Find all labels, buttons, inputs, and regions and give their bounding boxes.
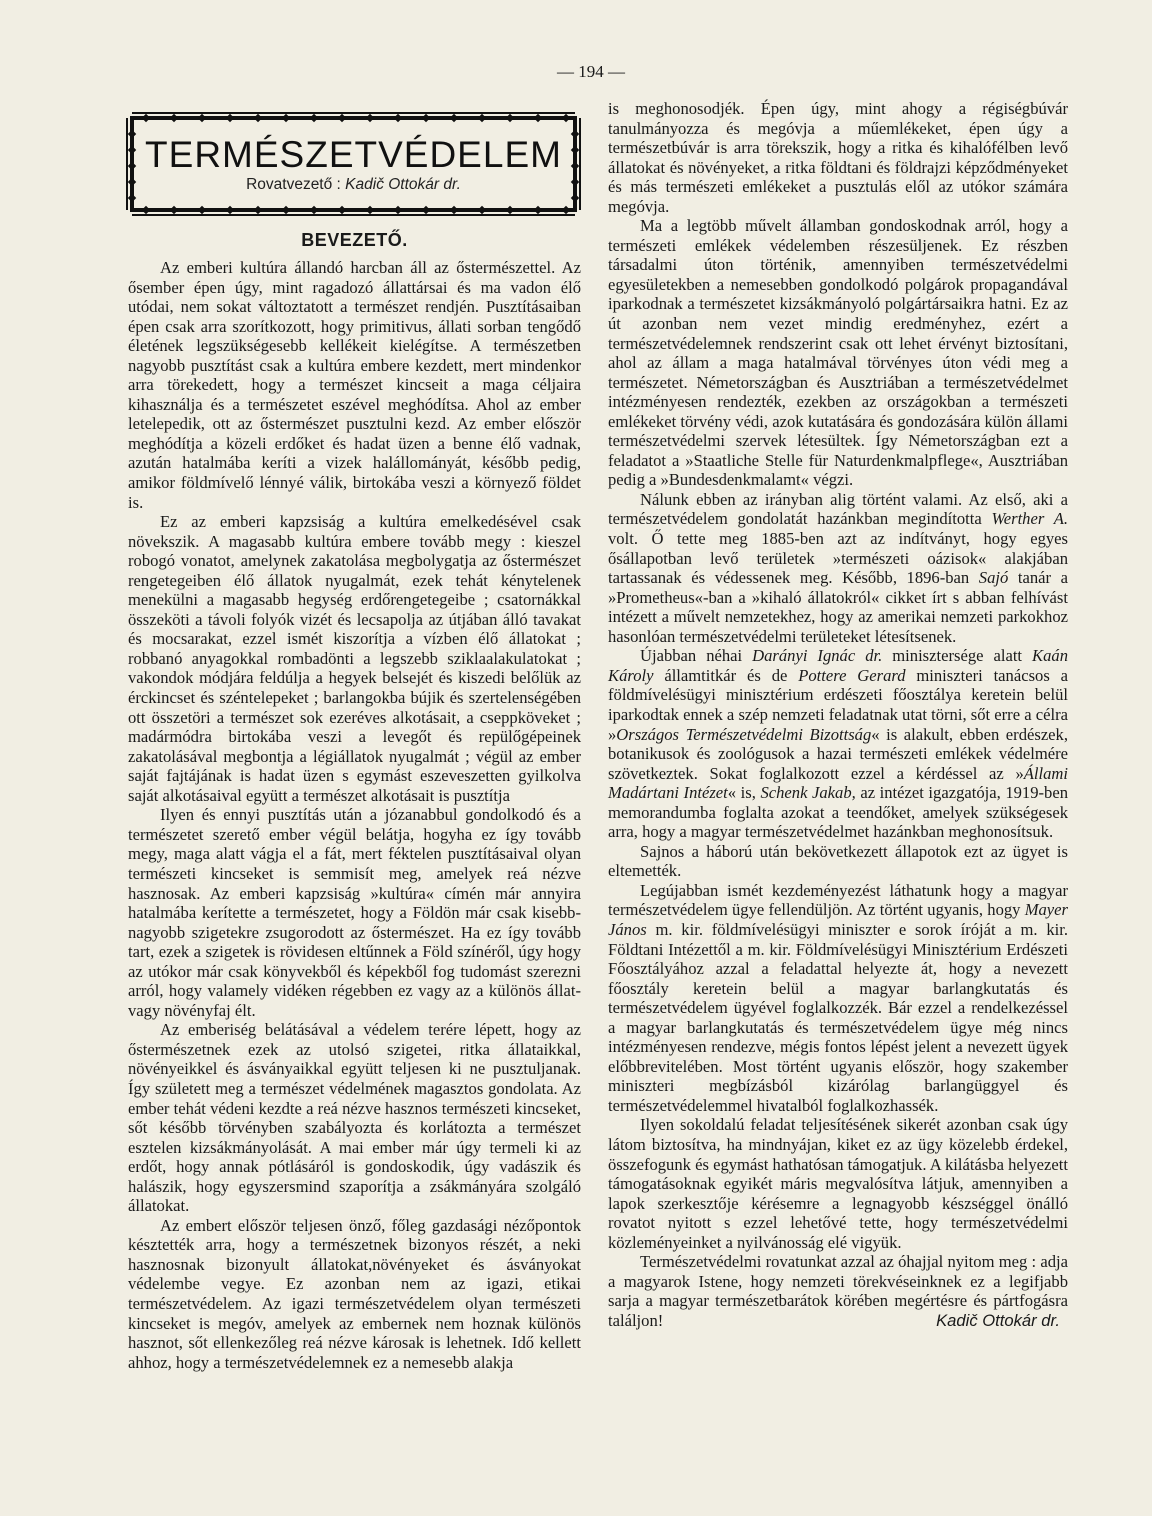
left-column	[128, 258, 581, 1372]
paragraph: Az emberiség belátásával a védelem terére lépett, hogy az őstermészetnek ezek az utolsó szigetei, ritka állataikkal, növényeikkel és ásványaikkal együtt teljesen ki ne pusztuljanak. Így született meg a természet védelmének magasztos gondolata. Az ember tehát védeni kezdte a reá nézve hasznos természeti kincseket, sőt később törvényben szabályozta és korlátozta a természet esztelen kizsákmányolását. A mai ember már úgy termeli ki az erdőt, hogy annak pótlásáról is gondoskodik, úgy vadászik és halászik, hogy egyszersmind szaporítja a zsákmányára szolgáló állatokat.	[128, 1020, 581, 1216]
frame-ornament	[254, 206, 262, 214]
frame-ornament	[422, 206, 430, 214]
frame-ornament	[506, 206, 514, 214]
paragraph: is meghonosodjék. Épen úgy, mint ahogy a régiségbúvár tanulmányozza és megóvja a műemlékeket, épen úgy a természetbúvár is arra törekszik, hogy a ritka és kihalófélben levő állatokat és növényeket, a ritka földtani és földrajzi képződményeket és más természeti emlékeket a pusztulás elől az utókor számára megóvja.	[608, 99, 1068, 216]
paragraph: Az embert először teljesen önző, főleg gazdasági nézőpontok késztették arra, hogy a természetnek bizonyos részét, a neki hasznosnak bizonyult állatokat,növényeket és ásványokat védelembe vegye. Ez azonban nem az igazi, etikai természetvédelem. Az igazi természetvédelem olyan természeti kincseket is megóv, amelyek az embernek nem hoznak különös hasznot, sőt ellenkezőleg reá nézve károsak is lehetnek. Idő kellett ahhoz, hogy a természetvédelemnek ez a nemesebb alakja	[128, 1215, 581, 1372]
person-name: Darányi Ignác dr.	[752, 646, 883, 666]
paragraph: Ilyen sokoldalú feladat teljesítésének sikerét azonban csak úgy látom biztosítva, ha mindnyájan, kiket ez az ügy közelebb érdekel, összefogunk és egymást hathatósan támogatjuk. A kilátásba helyezett támogatásoknak egyikét máris megvalósítva látjuk, amennyiben a lapok szerkesztője kérésemre a legnagyobb készséggel önálló rovatot nyitott s ezzel lehetővé tette, hogy természetvédelmi közleményeinket a nyilvánosság elé vigyük.	[608, 1115, 1068, 1252]
frame-ornament	[450, 114, 458, 122]
paragraph: Sajnos a háború után bekövetkezett állapotok ezt az ügyet is eltemették.	[608, 841, 1068, 881]
frame-ornament	[478, 114, 486, 122]
text-run: az intézet igazgatója, 1919-ben memorandumba foglalta azokat a teendőket, amelyek szükségesek arra, hogy a magyar természetvédelmet hazánkban meghonosítsuk.	[608, 783, 1069, 842]
frame-ornament	[534, 114, 542, 122]
person-name: Kaán Károly	[608, 646, 1068, 685]
frame-ornament	[366, 114, 374, 122]
column-header-box	[126, 112, 581, 216]
frame-ornament	[226, 206, 234, 214]
person-name: Mayer János	[608, 900, 1068, 939]
frame-ornament	[562, 114, 570, 122]
frame-ornament	[170, 206, 178, 214]
editor-prefix: Rovatvezető :	[246, 176, 341, 193]
text-run: államtitkár és de	[653, 665, 799, 685]
paragraph: Ilyen és ennyi pusztítás után a józanabbul gondolkodó és a természetet szerető ember végül belátja, hogyha ez így tovább megy, maga alatt vágja el a fát, mert féktelen pusztításaival olyan természeti kincseket is semmisít meg, amelyek reá nézve hasznosak. Az emberi kapzsiság »kultúra« címén már annyira hatalmába kerítette a természetet, hogy a Földön már csak kisebb-nagyobb szigetekre zsugorodott az őstermészet. Ha ez így tovább tart, ezek a szigetek is rövidesen eltűnnek a Föld színéről, úgy hogy az utókor már csak könyvekből és képekből fog tudomást szerezni arról, hogy valamely vidéken régebben ez vagy az a különös állat- vagy növényfaj élt.	[128, 805, 581, 1020]
frame-ornament	[282, 114, 290, 122]
frame-ornament	[450, 206, 458, 214]
person-name: Pottere Gerard	[798, 665, 906, 685]
article-title: BEVEZETŐ.	[301, 230, 408, 250]
frame-ornament	[310, 206, 318, 214]
frame-ornament	[534, 206, 542, 214]
paragraph	[608, 881, 1068, 1116]
frame-ornament	[282, 206, 290, 214]
frame-ornament	[571, 194, 579, 202]
author-signature: Kadič Ottokár dr.	[936, 1310, 1060, 1330]
person-name: Werther A.	[991, 509, 1068, 529]
frame-ornament	[394, 206, 402, 214]
paragraph: Ez az emberi kapzsiság a kultúra emelkedésével csak növekszik. A magasabb kultúra embere tovább megy : kieszel robogó vonatot, amelynek zakatolása megbolygatja az őstermészet rengetegeiben élő állatok nyugalmát, ezek tehát kénytelenek menekülni a magasabb hegység erdőrengetegeibe ; csatornákkal összeköti a távoli folyók vizét és lecsapolja az útjában álló tavakat és mocsarakat, ezzel ismét kiszorítja a vízben élő állatokat ; robbanó anyagokkal rombadönti a legszebb sziklaalakulatokat ; vakondok módjára feldúlja a hegyek belsejét és kiszedi belőlük az érckincset és széntelepeket ; barlangokba bújik és szertelenségében ott összetöri a természet sok ezeréves alkotásait, a cseppköveket ; madármódra birtokába veszi a levegőt és repülőgépeinek zakatolásával megbontja a légiállatok nyugalmát ; végül az ember saját fajtájának is hadat üzen s egymást eszeveszetten gyilkolva saját alkotásaival együtt a természet alkotásait is pusztítja	[128, 512, 581, 805]
text-run: Természetvédelmi rovatunkat azzal az óhajjal nyitom meg : adja a magyarok Istene, hogy nemzeti törekvéseinknek ez a legifjabb sarja a magyar természetbarátok körében megértésre és pártfogásra találjon!	[608, 1252, 1068, 1330]
text-run: Nálunk ebben az irányban alig történt valami. Az első, aki a természetvédelem gondolatát hazánkban megindította	[608, 489, 1068, 529]
person-name: Sajó	[978, 568, 1009, 588]
frame-ornament	[394, 114, 402, 122]
frame-ornament	[366, 206, 374, 214]
frame-ornament	[142, 114, 150, 122]
frame-ornament	[562, 206, 570, 214]
frame-ornament	[506, 114, 514, 122]
editor-name: Kadič Ottokár dr.	[345, 176, 461, 193]
text-run: miniszteri tanácsos a földmívelésügyi minisztérium erdészeti főosztálya keretein belül iparkodtak ennek a szép nemzeti feladatnak utat törni, sőt erre a célra »	[608, 665, 1068, 744]
paragraph	[608, 1252, 1068, 1330]
frame-ornament	[198, 114, 206, 122]
frame-ornament	[478, 206, 486, 214]
frame-ornament	[128, 194, 136, 202]
text-run: Legújabban ismét kezdeményezést láthatunk hogy a magyar természetvédelem ügye fellendüljön. Az történt ugyanis, hogy	[608, 880, 1068, 920]
organization-name: Állami Madártani Intézet	[608, 763, 1068, 803]
right-column	[608, 99, 1068, 1330]
frame-ornament	[338, 114, 346, 122]
text-run: m. kir. földmívelésügyi miniszter e sorok íróját a m. kir. Földtani Intézettől a m. kir. Földmívelésügyi Minisztérium Erdészeti Főosztályához azzal a feladattal helyezte át, hogy a nevezett főosztály keretein belül a magyar barlangkutatás és természetvédelem ügyével foglalkozzék. Bár ezzel a rendelkezéssel a magyar barlangkutatás és természetvédelem ügye még nincs intézményesen rendezve, mégis fontos lépést jelent a nevezett ügyek előbbrevitelében. Most történt ugyanis először, hogy szakember miniszteri megbízásból kizárólag barlangüggyel és természetvédelemmel hivatalból foglalkozhassék.	[608, 919, 1068, 1115]
frame-ornament	[226, 114, 234, 122]
frame-ornament	[254, 114, 262, 122]
frame-ornament	[310, 114, 318, 122]
page-number: — 194 —	[557, 62, 625, 81]
text-run: tanár a »Prometheus«-ban a »kihaló állatokról« cikket írt s abban felhívást intézett a művelt nemzetekhez, hogy az amerikai nemzeti parkokhoz hasonlóan természetvédelmi területeket létesítsenek.	[608, 568, 1068, 646]
person-name: Schenk Jakab,	[760, 783, 856, 803]
section-header-title: TERMÉSZETVÉDELEM	[145, 134, 562, 175]
frame-ornament	[142, 206, 150, 214]
paragraph	[608, 490, 1068, 646]
frame-ornament	[170, 114, 178, 122]
text-run: Újabban néhai	[640, 646, 753, 666]
frame-ornament	[338, 206, 346, 214]
paragraph	[608, 646, 1068, 841]
frame-ornament	[422, 114, 430, 122]
paragraph: Az emberi kultúra állandó harcban áll az őstermészettel. Az ősember épen úgy, mint ragadozó állattársai és ma vadon élő utódai, nem sokat változtatott a természet rendjén. Pusztításaiban épen csak arra szorítkozott, hogy primitivus, állati sorban tengődő életének legszükségesebb kellékeit kielégítse. A természetben nagyobb pusztítást csak a kultúra embere kezdett, mert mindenkor arra törekedett, hogy a természet kincseit a maga céljaira kihasználja és a természetet eszével meghódítsa. Ahol az ember letelepedik, ott az őstermészet pusztulni kezd. Az ember először meghódítja a közeli erdőket és hadat üzen a benne élő vadnak, azután hatalmába keríti a vizek halállományát, később pedig, amikor földmívelő lénnyé válik, birtokába veszi a környező földet is.	[128, 258, 581, 512]
paragraph: Ma a legtöbb művelt államban gondoskodnak arról, hogy a természeti emlékek védelemben részesüljenek. Ez részben társadalmi úton történik, amennyiben természetvédelmi egyesületekben a nemesebben gondolkodó polgárok propagandával iparkodnak a természetet kizsákmányoló polgártársaikra hatni. Ez az út azonban nem vezet mindig eredményhez, ezért a természetvédelemnek rendszerint csak ott lehet érvényt biztosítani, ahol az állam a maga hatalmával törvényes úton védi meg a természetet. Németországban és Ausztriában a természetvédelmet intézményesen rendezték, ezekben az országokban a természeti emlékeket törvény védi, azok kutatására és gondozására külön állami természetvédelmi szervek létesültek. Így Németországban ezt a feladatot a »Staatliche Stelle für Naturdenkmalpflege«, Ausztriában pedig a »Bundesdenkmalamt« végzi.	[608, 216, 1068, 490]
text-run: volt. Ő tette meg 1885-ben azt az indítványt, hogy egyes ősállapotban levő területek »természeti oázisok« alakjában tartassanak és védessenek meg. Később, 1896-ban	[608, 529, 1068, 588]
text-run: « is,	[727, 783, 761, 803]
editor-line	[126, 176, 581, 194]
text-run: « is alakult, ebben erdészek, botanikusok és zoológusok a hazai természeti emlékek védelmére szövetkeztek. Sokat foglalkozott ezzel a kérdéssel az »	[608, 724, 1068, 783]
organization-name: Országos Természetvédelmi Bizottság	[616, 724, 872, 744]
text-run: minisztersége alatt	[882, 646, 1033, 666]
frame-ornament	[198, 206, 206, 214]
